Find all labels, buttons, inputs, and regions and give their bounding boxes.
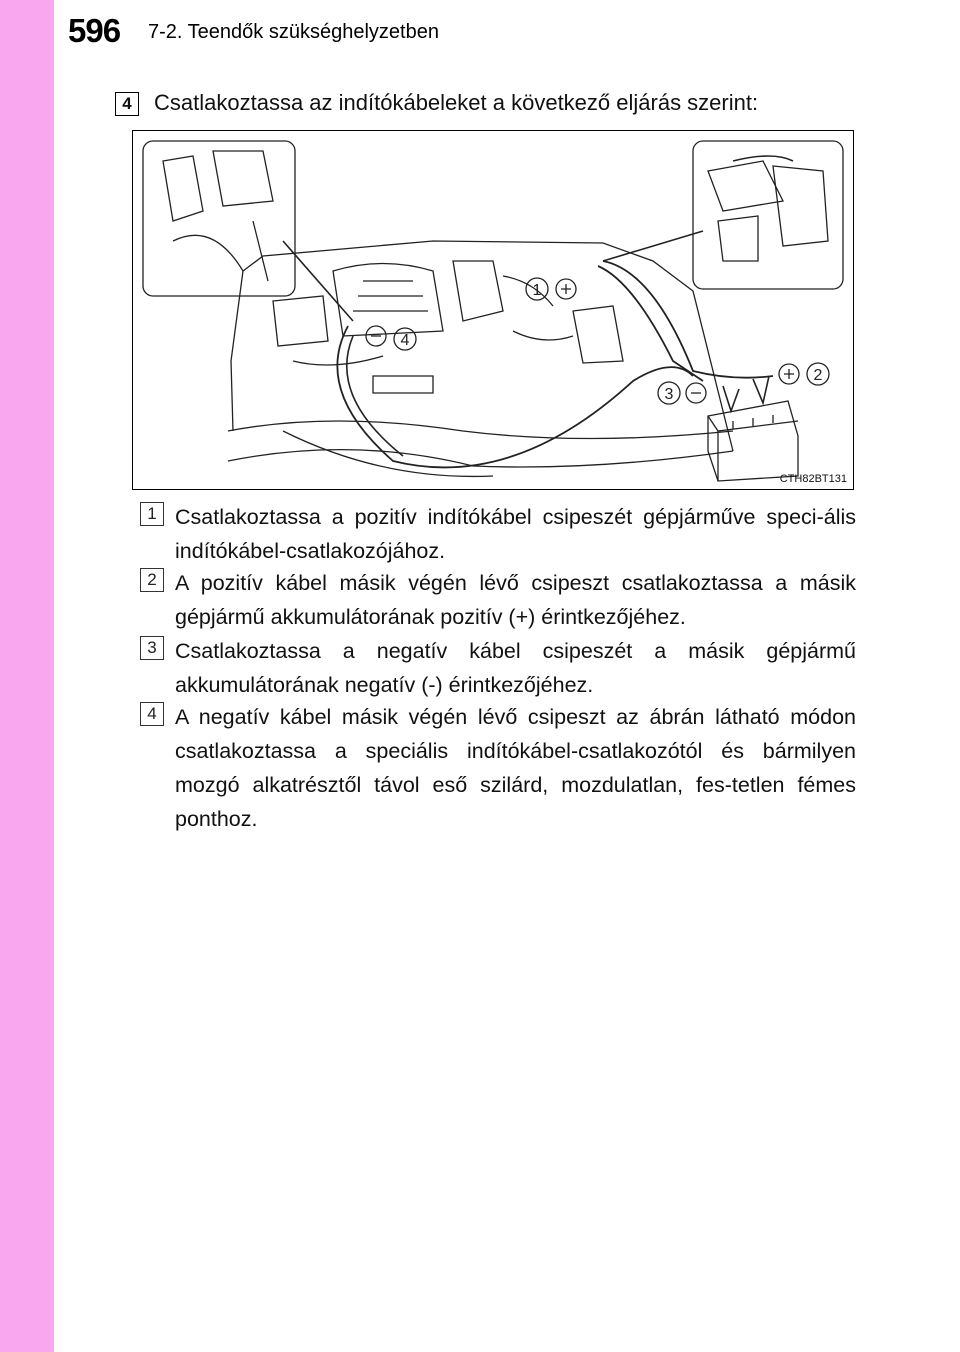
item-number: 3 <box>140 636 164 660</box>
section-title: 7-2. Teendők szükséghelyzetben <box>148 21 439 43</box>
callout-4: 4 <box>400 332 410 349</box>
item-text: A negatív kábel másik végén lévő csipeszt az ábrán látható módon csatlakoztassa a speciális indítókábel-csatlakozótól és bármilyen mozgó alkatrésztől távol eső szilárd, mozdulatlan, fes-tetlen fémes ponthoz. <box>175 705 856 831</box>
item-text: A pozitív kábel másik végén lévő csipeszt csatlakoztassa a másik gépjármű akkumulátorának pozitív (+) érintkezőjéhez. <box>175 571 856 629</box>
callout-3: 3 <box>664 386 674 403</box>
engine-bay-drawing <box>133 131 853 489</box>
item-text: Csatlakoztassa a pozitív indítókábel csipeszét gépjárművе speci-ális indítókábel-csatlakozójához. <box>175 505 856 563</box>
item-number: 2 <box>140 568 164 592</box>
page-number: 596 <box>68 12 121 49</box>
item-number: 1 <box>140 502 164 526</box>
item-text: Csatlakoztassa a negatív kábel csipeszét a másik gépjármű akkumulátorának negatív (-) érintkezőjéhez. <box>175 639 856 697</box>
step-instruction: Csatlakoztassa az indítókábeleket a következő eljárás szerint: <box>154 90 759 115</box>
step-number-box: 4 <box>115 92 139 116</box>
side-band <box>0 0 54 1352</box>
figure-code: CTH82BT131 <box>779 473 847 485</box>
jump-start-illustration <box>132 130 854 490</box>
callout-1: 1 <box>532 282 542 299</box>
callout-2: 2 <box>813 367 823 384</box>
item-number: 4 <box>140 702 164 726</box>
